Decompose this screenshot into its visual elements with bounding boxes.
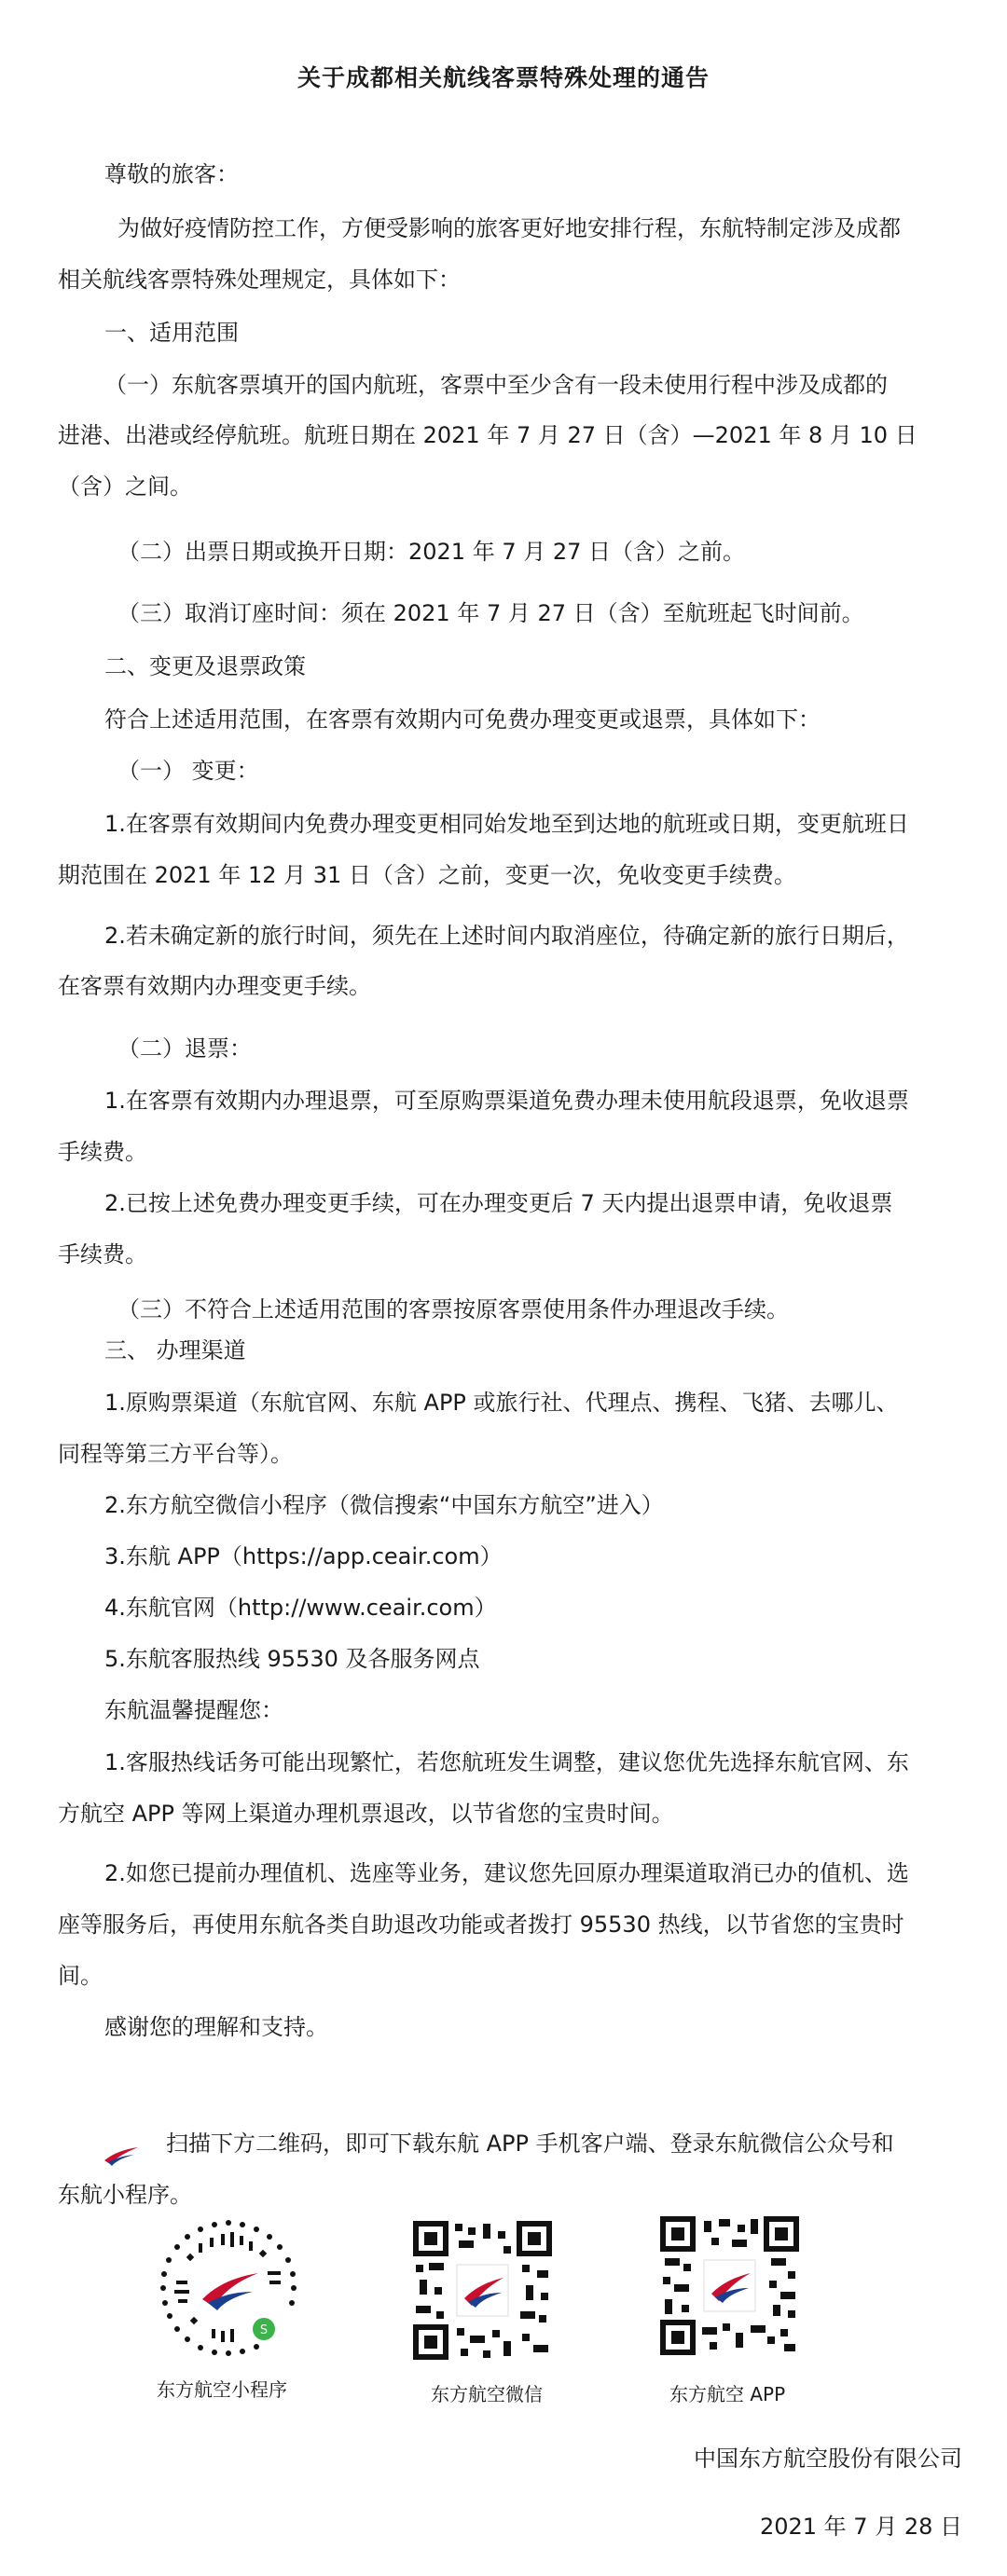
refund1-line-1: 1.在客票有效期内办理退票，可至原购票渠道免费办理未使用航段退票，免收退票	[104, 1088, 909, 1114]
qr-caption-app: 东方航空 APP	[669, 2383, 786, 2405]
scope-item1-line-2: 进港、出港或经停航班。航班日期在 2021 年 7 月 27 日（含）—2021 年 8 月 10 日	[58, 422, 917, 448]
policy-intro: 符合上述适用范围，在客票有效期内可免费办理变更或退票，具体如下：	[104, 706, 821, 733]
qr-caption-mini-program: 东方航空小程序	[157, 2378, 287, 2401]
intro-line-1: 为做好疫情防控工作，方便受影响的旅客更好地安排行程，东航特制定涉及成都	[117, 215, 901, 241]
notice-title: 关于成都相关航线客票特殊处理的通告	[297, 64, 710, 91]
change2-line-2: 在客票有效期内办理变更手续。	[58, 973, 371, 999]
scope-item2: （二）出票日期或换开日期：2021 年 7 月 27 日（含）之前。	[117, 539, 746, 565]
reminder1-line-1: 1.客服热线话务可能出现繁忙，若您航班发生调整，建议您优先选择东航官网、东	[104, 1749, 909, 1775]
reminder2-line-3: 间。	[58, 1963, 103, 1989]
change1-line-1: 1.在客票有效期间内免费办理变更相同始发地至到达地的航班或日期，变更航班日	[104, 811, 909, 837]
channel5: 5.东航客服热线 95530 及各服务网点	[104, 1646, 480, 1672]
scope-heading: 一、适用范围	[104, 320, 239, 346]
scope-item1-line-3: （含）之间。	[58, 473, 192, 500]
reminder-heading: 东航温馨提醒您：	[104, 1697, 283, 1723]
reminder2-line-1: 2.如您已提前办理值机、选座等业务，建议您先回原办理渠道取消已办的值机、选	[104, 1860, 909, 1886]
change-heading: （一） 变更：	[117, 758, 259, 784]
qr-caption-wechat: 东方航空微信	[431, 2383, 543, 2405]
scope-item3: （三）取消订座时间：须在 2021 年 7 月 27 日（含）至航班起飞时间前。	[117, 600, 864, 626]
refund2-line-2: 手续费。	[58, 1241, 147, 1267]
scan-line-2: 东航小程序。	[58, 2182, 192, 2208]
scope-item1-line-1: （一）东航客票填开的国内航班，客票中至少含有一段未使用行程中涉及成都的	[104, 372, 888, 398]
greeting: 尊敬的旅客：	[104, 161, 239, 187]
reminder1-line-2: 方航空 APP 等网上渠道办理机票退改，以节省您的宝贵时间。	[58, 1801, 674, 1827]
china-eastern-logo-icon	[103, 2144, 140, 2168]
mini-program-code[interactable]	[154, 2213, 303, 2363]
refund1-line-2: 手续费。	[58, 1139, 147, 1165]
refund-heading: （二）退票：	[117, 1035, 252, 1062]
channel4: 4.东航官网（http://www.ceair.com）	[104, 1595, 497, 1621]
channel3: 3.东航 APP（https://app.ceair.com）	[104, 1543, 503, 1569]
policy-heading: 二、变更及退票政策	[104, 653, 306, 679]
scan-line-1: 扫描下方二维码，即可下载东航 APP 手机客户端、登录东航微信公众号和	[166, 2131, 894, 2157]
thanks: 感谢您的理解和支持。	[104, 2014, 328, 2040]
channel1-line-1: 1.原购票渠道（东航官网、东航 APP 或旅行社、代理点、携程、飞猪、去哪儿、	[104, 1390, 899, 1416]
app-qr-code[interactable]	[657, 2213, 802, 2358]
wechat-qr-code[interactable]	[410, 2218, 555, 2363]
channel1-line-2: 同程等第三方平台等）。	[58, 1441, 293, 1467]
channel2: 2.东方航空微信小程序（微信搜索“中国东方航空”进入）	[104, 1492, 664, 1518]
reminder2-line-2: 座等服务后，再使用东航各类自助退改功能或者拨打 95530 热线，以节省您的宝贵时	[58, 1911, 904, 1938]
notice-date: 2021 年 7 月 28 日	[759, 2514, 962, 2540]
refund2-line-1: 2.已按上述免费办理变更手续，可在办理变更后 7 天内提出退票申请，免收退票	[104, 1190, 893, 1216]
intro-line-2: 相关航线客票特殊处理规定，具体如下：	[58, 267, 461, 293]
change2-line-1: 2.若未确定新的旅行时间，须先在上述时间内取消座位，待确定新的旅行日期后，	[104, 923, 909, 949]
company-name: 中国东方航空股份有限公司	[694, 2446, 962, 2472]
channels-heading: 三、 办理渠道	[104, 1337, 246, 1363]
policy-other: （三）不符合上述适用范围的客票按原客票使用条件办理退改手续。	[117, 1296, 789, 1322]
change1-line-2: 期范围在 2021 年 12 月 31 日（含）之前，变更一次，免收变更手续费。	[58, 862, 796, 888]
svg-text:S: S	[259, 2323, 269, 2337]
